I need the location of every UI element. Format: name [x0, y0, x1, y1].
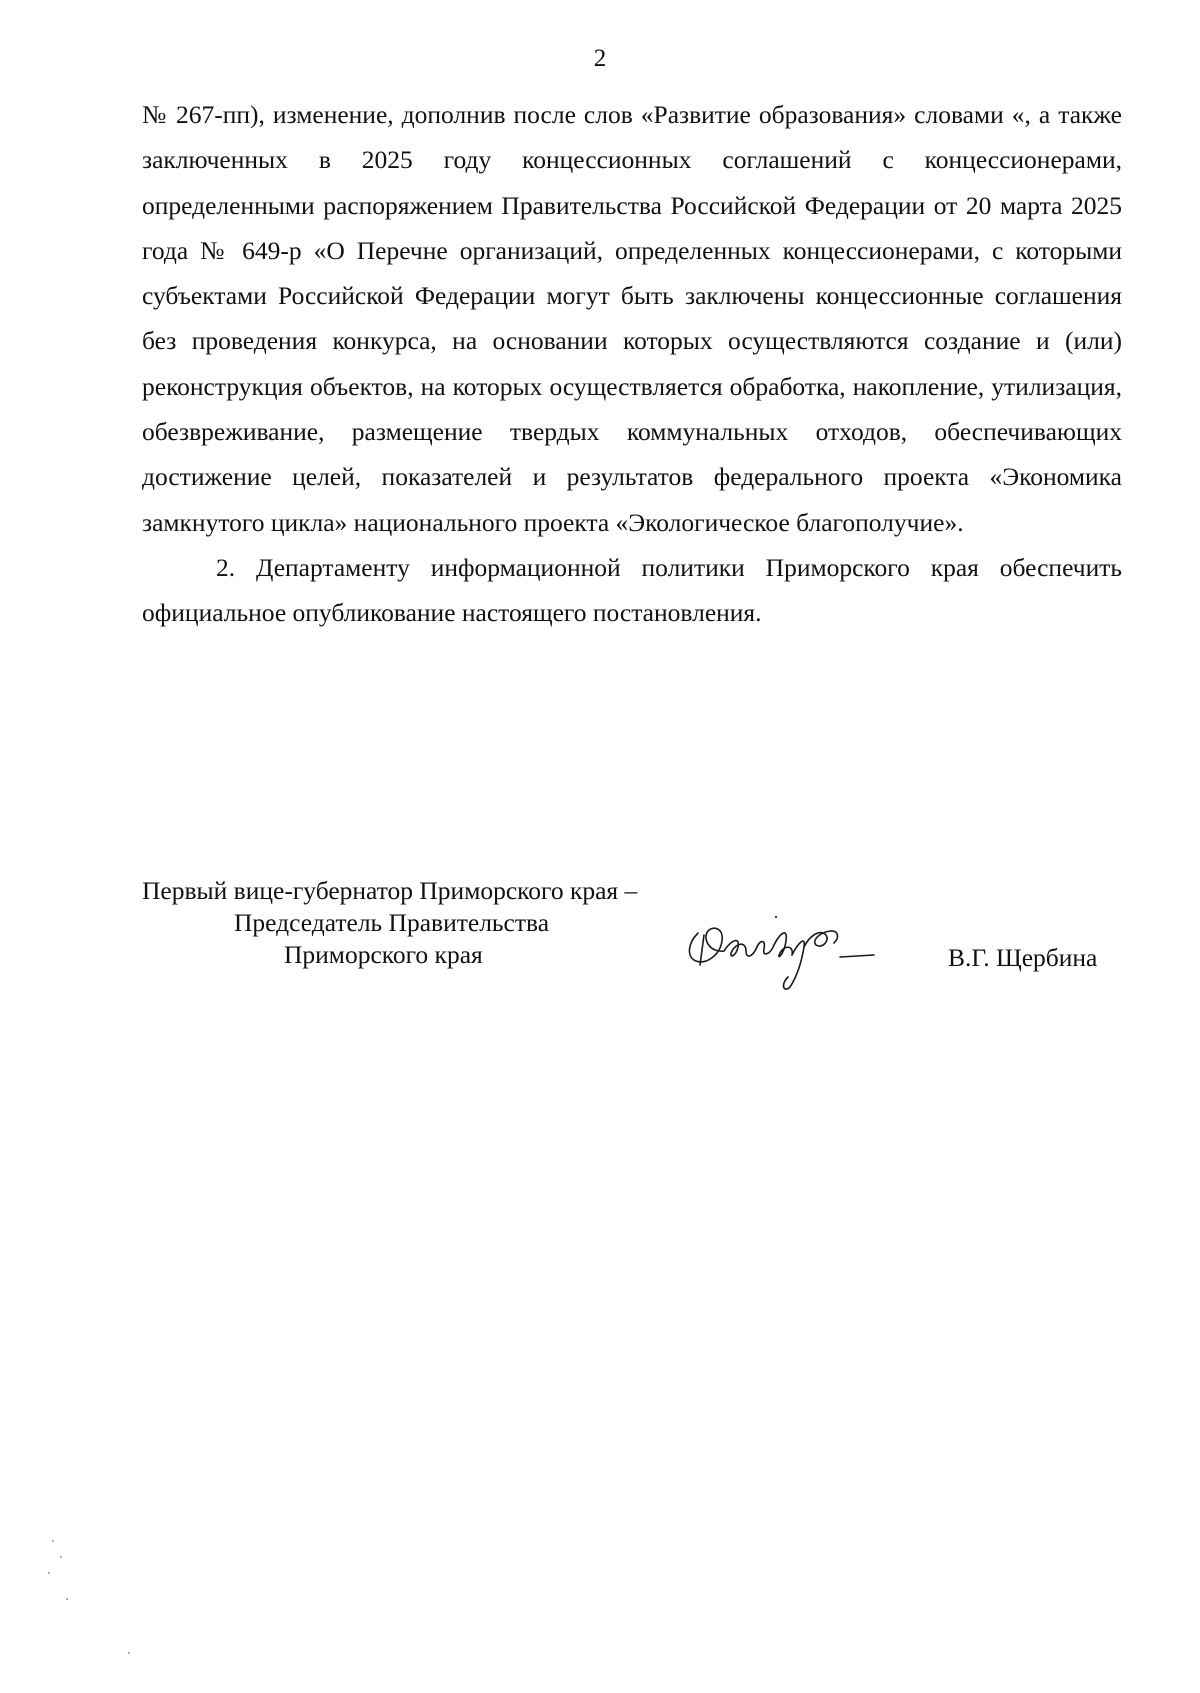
signatory-title-line-3: Приморского края	[284, 940, 483, 969]
page-number: 2	[593, 45, 607, 72]
scan-speck	[52, 1540, 54, 1542]
scan-speck	[48, 1572, 50, 1574]
scan-speck	[60, 1556, 62, 1558]
signatory-title-line-2: Председатель Правительства	[234, 908, 550, 937]
scan-speck	[128, 1652, 130, 1654]
signatory-title-line-1: Первый вице-губернатор Приморского края –	[142, 876, 638, 905]
signer-name: В.Г. Щербина	[948, 943, 1098, 972]
handwritten-signature	[680, 895, 940, 995]
scan-speck	[66, 1598, 68, 1600]
document-body	[142, 92, 1122, 636]
signatory-title	[142, 875, 637, 971]
paragraph-2: 2. Департаменту информационной политики Приморского края обеспечить официальное опубликование настоящего постановления.	[142, 552, 1122, 628]
paragraph-1: № 267-пп), изменение, дополнив после слов «Развитие образования» словами «, а также заключенных в 2025 году концессионных соглашений с концессионерами, определенными распоряжением Правительства Российской Федерации от 20 марта 2025 года № 649-р «О Перечне организаций, определенных концессионерами, с которыми субъектами Российской Федерации могут быть заключены концессионные соглашения без проведения конкурса, на основании которых осуществляются создание и (или) реконструкция объектов, на которых осуществляется обработка, накопление, утилизация, обезвреживание, размещение твердых коммунальных отходов, обеспечивающих достижение целей, показателей и результатов федерального проекта «Экономика замкнутого цикла» национального проекта «Экологическое благополучие».	[142, 100, 1122, 537]
